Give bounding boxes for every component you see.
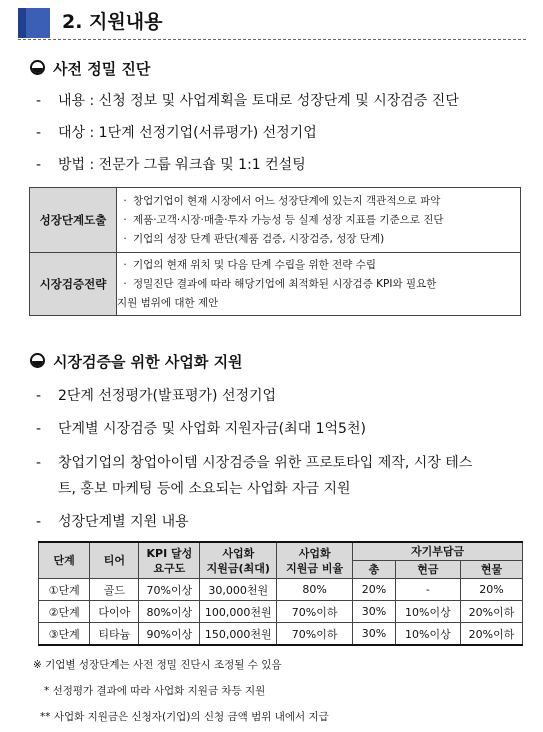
list-item: - 대상 : 1단계 선정기업(서류평가) 선정기업 [36,125,317,141]
header-fund: 사업화 지원금(최대) [200,542,277,579]
cell-kpi: 80%이상 [139,601,200,623]
list-item: - 창업기업의 창업아이템 시장검증을 위한 프로토타입 제작, 시장 테스 [36,455,473,471]
support-table [38,541,523,646]
diagnosis-table [29,187,521,316]
table-row [39,623,523,646]
heading-accent-bar [18,8,26,38]
header-self-pay: 자기부담금 [353,542,523,561]
list-item: - 내용 : 신청 정보 및 사업계획을 토대로 성장단계 및 시장검증 진단 [36,93,459,109]
heading-divider [18,39,526,40]
header-ratio: 사업화 지원금 비율 [277,542,353,579]
cell-stage: ②단계 [39,601,90,623]
cell-kpi: 90%이상 [139,623,200,646]
cell-fund: 100,000천원 [200,601,277,623]
cell-total: 30% [353,623,396,646]
cell-tier: 골드 [90,579,139,601]
cell-total: 20% [353,579,396,601]
heading-accent-box [26,8,50,38]
diagnosis-row [30,253,521,316]
table-row [39,601,523,623]
header-stage: 단계 [39,542,90,579]
footnote: * 선정평가 결과에 따라 사업화 지원금 차등 지원 [44,685,266,697]
row-content [117,188,521,253]
bullet-item: · 정밀진단 결과에 따라 해당기업에 최적화된 시장검증 KPI와 필요한 [123,277,437,290]
cell-ratio: 70%이하 [277,601,353,623]
bullet-item: · 제품·고객·시장·매출·투자 가능성 등 실제 성장 지표를 기준으로 진단 [123,213,444,226]
row-label: 성장단계도출 [30,188,117,253]
header-kpi: KPI 달성 요구도 [139,542,200,579]
row-label: 시장검증전략 [30,253,117,316]
row-content [117,253,521,316]
bullet-continuation: 지원 범위에 대한 제안 [117,296,219,309]
cell-cash: - [395,579,460,601]
bullet-item: · 기업의 현재 위치 및 다음 단계 수립을 위한 전략 수립 [123,258,377,271]
bullet-item: · 기업의 성장 단계 판단(제품 검증, 시장검증, 성장 단계) [123,232,385,245]
list-item: - 성장단계별 지원 내용 [36,514,189,530]
header-total: 총 [353,561,396,579]
half-circle-bullet-icon [30,60,45,75]
table-row [39,579,523,601]
list-item-continuation: 트, 홍보 마케팅 등에 소요되는 사업화 자금 지원 [58,481,351,497]
cell-kpi: 70%이상 [139,579,200,601]
cell-stage: ③단계 [39,623,90,646]
header-inkind: 현물 [460,561,522,579]
cell-tier: 티타늄 [90,623,139,646]
section2-heading [30,352,243,372]
cell-ratio: 70%이하 [277,623,353,646]
list-item: - 2단계 선정평가(발표평가) 선정기업 [36,388,277,404]
diagnosis-row [30,188,521,253]
list-item: - 방법 : 전문가 그룹 워크숍 및 1:1 컨설팅 [36,157,306,173]
cell-inkind: 20%이하 [460,623,522,646]
half-circle-bullet-icon [30,353,45,368]
page-title: 2. 지원내용 [62,11,163,33]
header-tier: 티어 [90,542,139,579]
cell-ratio: 80% [277,579,353,601]
footnote: ** 사업화 지원금은 신청자(기업)의 신청 금액 범위 내에서 지급 [40,711,329,723]
bullet-item: · 창업기업이 현재 시장에서 어느 성장단계에 있는지 객관적으로 파악 [123,194,441,207]
footnote: ※ 기업별 성장단계는 사전 정밀 진단시 조정될 수 있음 [33,659,282,671]
cell-stage: ①단계 [39,579,90,601]
list-item: - 단계별 시장검증 및 사업화 지원자금(최대 1억5천) [36,421,366,437]
cell-fund: 30,000천원 [200,579,277,601]
section1-title: 사전 정밀 진단 [53,60,151,78]
cell-total: 30% [353,601,396,623]
cell-cash: 10%이상 [395,601,460,623]
table-header-row [39,542,523,561]
cell-fund: 150,000천원 [200,623,277,646]
cell-cash: 10%이상 [395,623,460,646]
section2-title: 시장검증을 위한 사업화 지원 [53,353,243,371]
section1-heading [30,59,150,79]
cell-tier: 다이아 [90,601,139,623]
header-cash: 현금 [395,561,460,579]
cell-inkind: 20% [460,579,522,601]
cell-inkind: 20%이하 [460,601,522,623]
